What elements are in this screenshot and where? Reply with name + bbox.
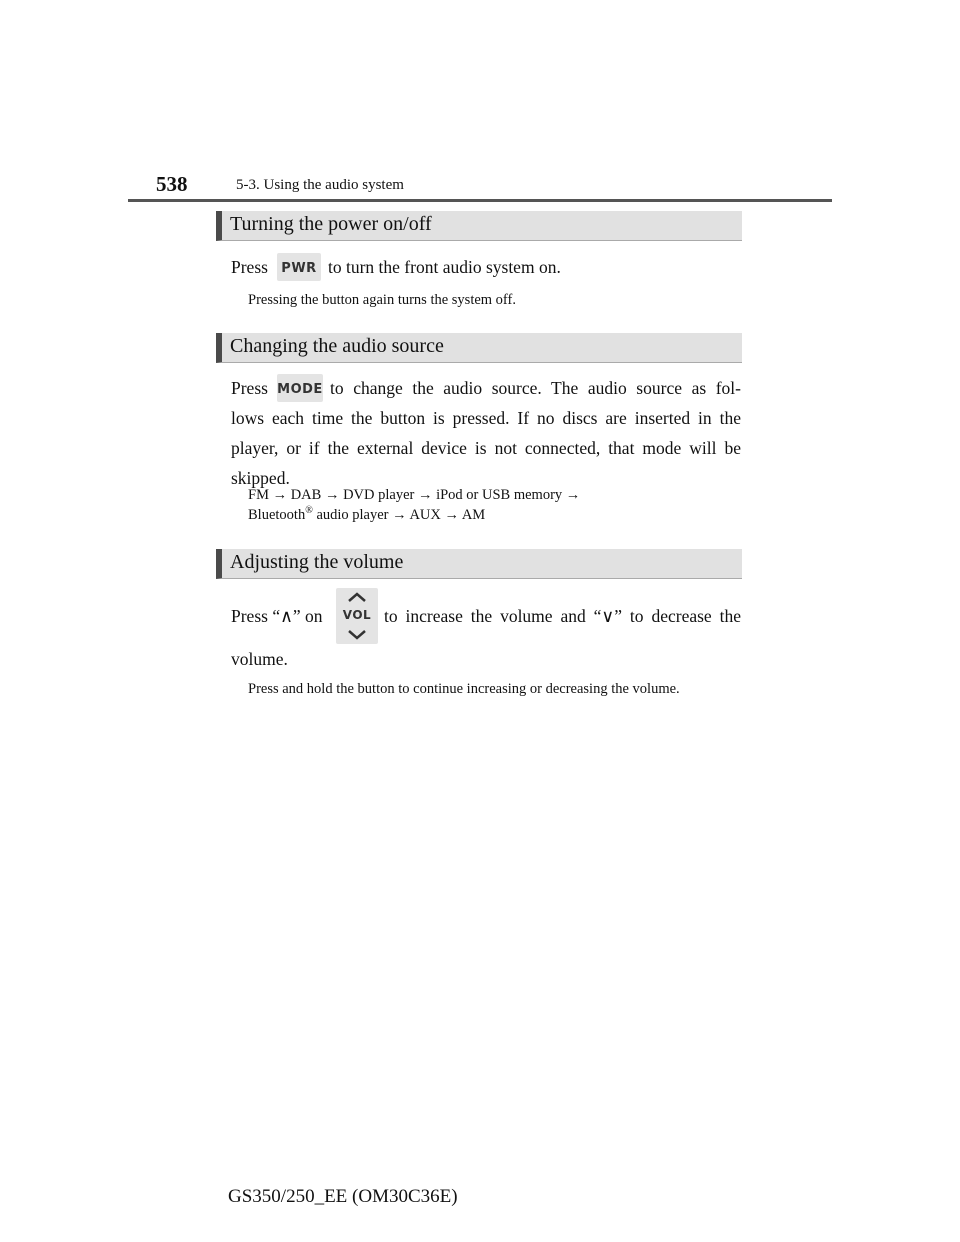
pwr-button-icon bbox=[277, 253, 321, 281]
model-code-footer: GS350/250_EE (OM30C36E) bbox=[228, 1186, 458, 1207]
section-title-source: Changing the audio source bbox=[230, 335, 444, 357]
mode-button-label: MODE bbox=[277, 382, 323, 397]
power-note: Pressing the button again turns the system off. bbox=[248, 292, 516, 308]
mode-button-icon bbox=[277, 374, 323, 402]
volume-text-before: Press “∧” on bbox=[231, 606, 323, 626]
page-number: 538 bbox=[156, 172, 188, 196]
pwr-button-label: PWR bbox=[281, 261, 317, 276]
sequence-rest: audio player → AUX → AM bbox=[312, 507, 486, 523]
source-sequence-line1: FM → DAB → DVD player → iPod or USB memory → bbox=[248, 487, 581, 503]
source-sequence-line2 bbox=[248, 505, 485, 525]
power-text-after: to turn the front audio system on. bbox=[328, 257, 561, 277]
volume-note: Press and hold the button to continue increasing or decreasing the volume. bbox=[248, 681, 680, 697]
source-line3: player, or if the external device is not connected, that mode will be bbox=[231, 438, 741, 458]
volume-line2: volume. bbox=[231, 649, 288, 669]
source-line2: lows each time the button is pressed. If no discs are inserted in the bbox=[231, 408, 741, 428]
header-divider bbox=[128, 199, 832, 202]
source-line1: to change the audio source. The audio source as fol- bbox=[330, 378, 741, 398]
chevron-down-icon bbox=[349, 631, 365, 638]
vol-button-label: VOL bbox=[342, 608, 372, 622]
section-heading-power bbox=[216, 211, 742, 241]
volume-text-after: to increase the volume and “∨” to decrease the bbox=[384, 606, 741, 626]
section-path: 5-3. Using the audio system bbox=[236, 177, 404, 193]
section-title-volume: Adjusting the volume bbox=[230, 551, 404, 573]
sequence-bluetooth: Bluetooth bbox=[248, 507, 306, 523]
source-text-before: Press bbox=[231, 378, 268, 398]
section-heading-volume bbox=[216, 549, 742, 579]
vol-button-icon bbox=[336, 588, 378, 644]
source-line4: skipped. bbox=[231, 468, 290, 488]
chevron-up-icon bbox=[349, 594, 365, 601]
registered-mark: ® bbox=[305, 505, 313, 517]
power-text-before: Press bbox=[231, 257, 268, 277]
section-heading-source bbox=[216, 333, 742, 363]
section-title-power: Turning the power on/off bbox=[230, 213, 432, 235]
